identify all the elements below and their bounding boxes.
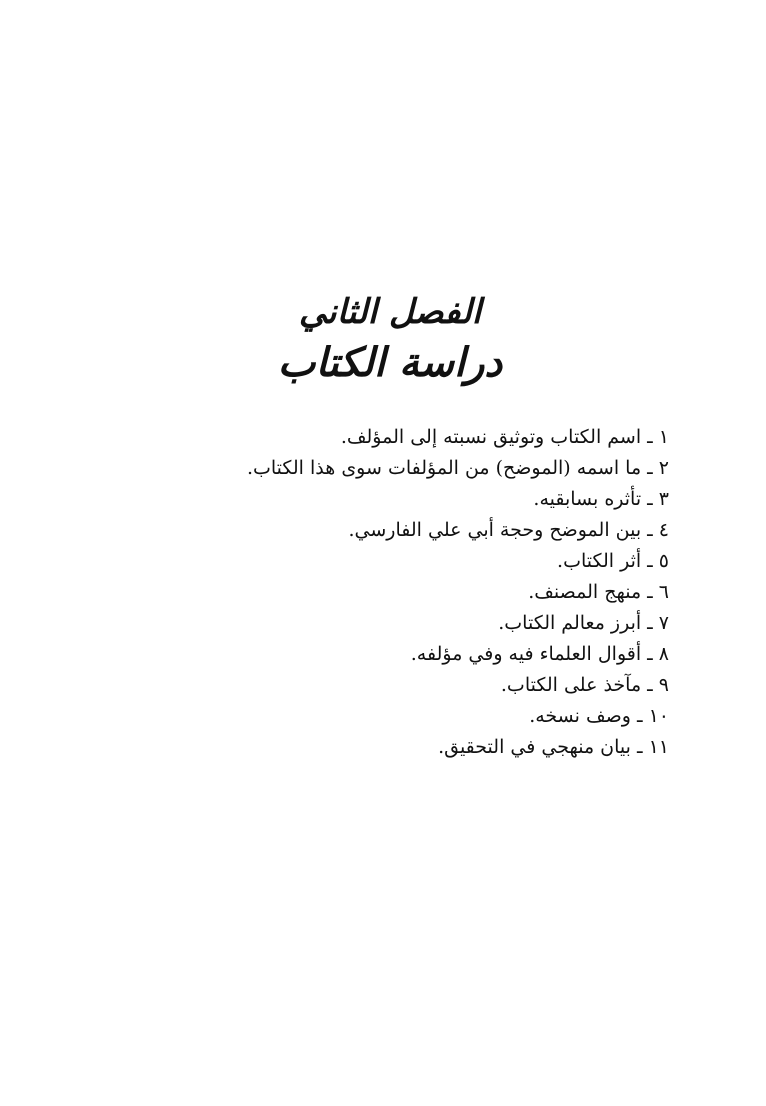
table-of-contents bbox=[229, 422, 669, 763]
chapter-subtitle: دراسة الكتاب bbox=[277, 339, 503, 386]
toc-item: ٤ ـ بين الموضح وحجة أبي علي الفارسي. bbox=[348, 519, 669, 541]
toc-item: ٣ ـ تأثره بسابقيه. bbox=[533, 488, 669, 510]
toc-item: ١٠ ـ وصف نسخه. bbox=[529, 705, 669, 727]
toc-item: ٩ ـ مآخذ على الكتاب. bbox=[500, 674, 669, 696]
toc-item: ٨ ـ أقوال العلماء فيه وفي مؤلفه. bbox=[410, 643, 669, 665]
toc-item: ١ ـ اسم الكتاب وتوثيق نسبته إلى المؤلف. bbox=[340, 426, 669, 448]
toc-item: ٦ ـ منهج المصنف. bbox=[528, 581, 669, 603]
toc-item: ٥ ـ أثر الكتاب. bbox=[557, 550, 669, 572]
chapter-heading bbox=[250, 290, 530, 388]
toc-item: ٢ ـ ما اسمه (الموضح) من المؤلفات سوى هذا الكتاب. bbox=[246, 457, 669, 479]
toc-item: ١١ ـ بيان منهجي في التحقيق. bbox=[438, 736, 669, 758]
chapter-title: الفصل الثاني bbox=[298, 292, 482, 332]
toc-item: ٧ ـ أبرز معالم الكتاب. bbox=[498, 612, 669, 634]
